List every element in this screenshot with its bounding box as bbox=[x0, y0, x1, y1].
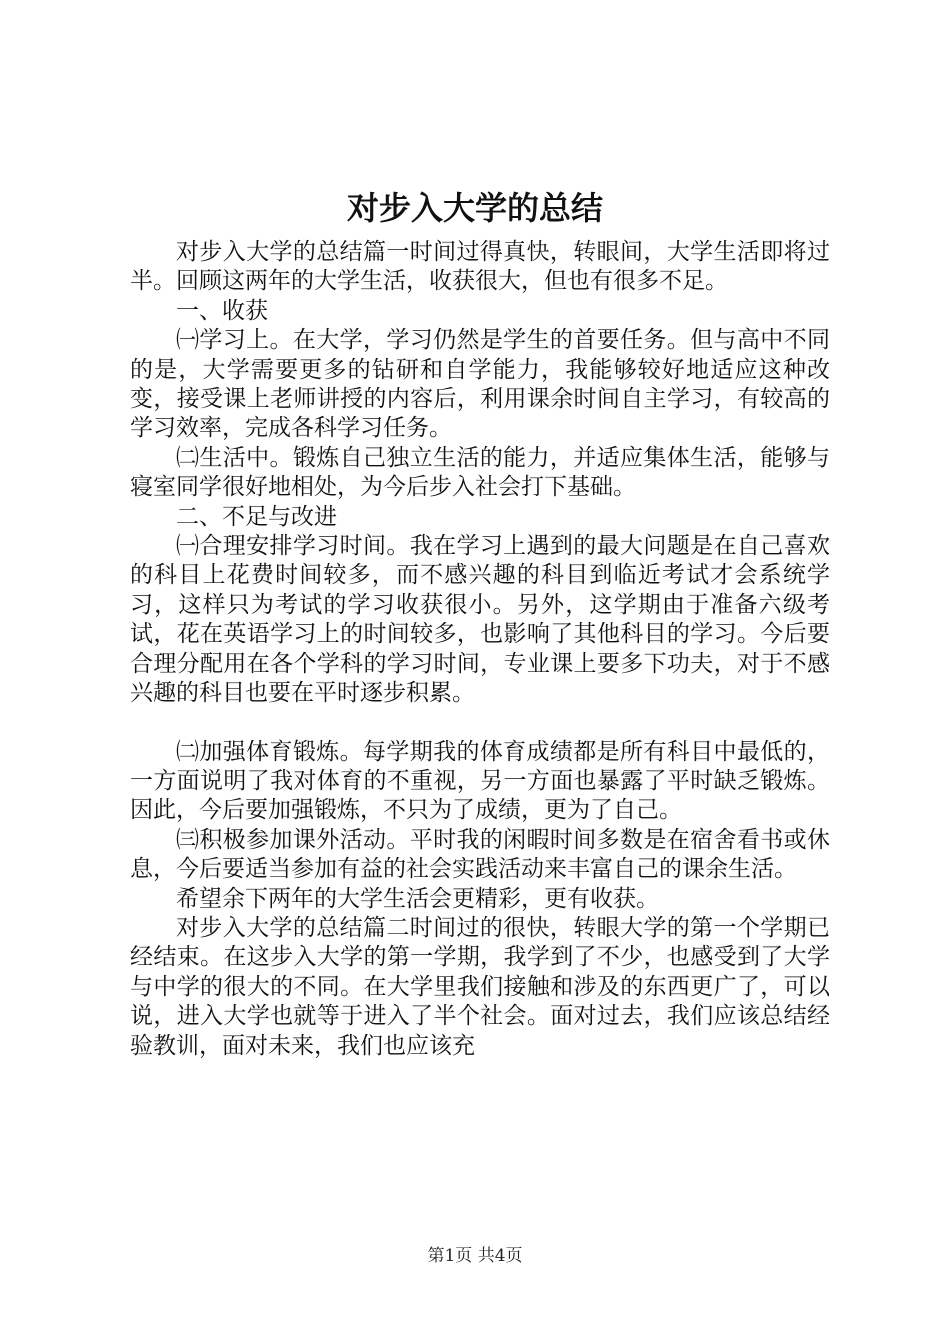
paragraph-exercise: ㈡加强体育锻炼。每学期我的体育成绩都是所有科目中最低的，一方面说明了我对体育的不重视，另一方面也暴露了平时缺乏锻炼。因此，今后要加强锻炼，不只为了成绩，更为了自己。 bbox=[130, 738, 830, 824]
paragraph-activities: ㈢积极参加课外活动。平时我的闲暇时间多数是在宿舍看书或休息，今后要适当参加有益的社会实践活动来丰富自己的课余生活。 bbox=[130, 826, 830, 883]
paragraph-hope: 希望余下两年的大学生活会更精彩，更有收获。 bbox=[176, 885, 659, 912]
page-title: 对步入大学的总结 bbox=[346, 189, 603, 227]
paragraph-time-management: ㈠合理安排学习时间。我在学习上遇到的最大问题是在自己喜欢的科目上花费时间较多，而不感兴趣的科目到临近考试才会系统学习，这样只为考试的学习收获很小。另外，这学期由于准备六级考试，花在英语学习上的时间较多，也影响了其他科目的学习。今后要合理分配用在各个学科的学习时间，专业课上要多下功夫，对于不感兴趣的科目也要在平时逐步积累。 bbox=[130, 533, 830, 707]
paragraph-spacer bbox=[130, 709, 830, 738]
page-footer: 第1页 共4页 bbox=[427, 1246, 523, 1266]
paragraph-study: ㈠学习上。在大学，学习仍然是学生的首要任务。但与高中不同的是，大学需要更多的钻研和自学能力，我能够较好地适应这种改变，接受课上老师讲授的内容后，利用课余时间自主学习，有较高的学习效率，完成各科学习任务。 bbox=[130, 327, 830, 442]
paragraph-intro: 对步入大学的总结篇一时间过得真快，转眼间，大学生活即将过半。回顾这两年的大学生活，收获很大，但也有很多不足。 bbox=[130, 239, 830, 295]
heading-gains: 一、收获 bbox=[176, 297, 268, 324]
document-body bbox=[130, 238, 830, 1061]
heading-shortcomings: 二、不足与改进 bbox=[176, 503, 337, 530]
paragraph-summary-two: 对步入大学的总结篇二时间过的很快，转眼大学的第一个学期已经结束。在这步入大学的第一学期，我学到了不少，也感受到了大学与中学的很大的不同。在大学里我们接触和涉及的东西更广了，可以说，进入大学也就等于进入了半个社会。面对过去，我们应该总结经验教训，面对未来，我们也应该充 bbox=[130, 914, 830, 1059]
paragraph-life: ㈡生活中。锻炼自己独立生活的能力，并适应集体生活，能够与寝室同学很好地相处，为今后步入社会打下基础。 bbox=[130, 444, 830, 501]
